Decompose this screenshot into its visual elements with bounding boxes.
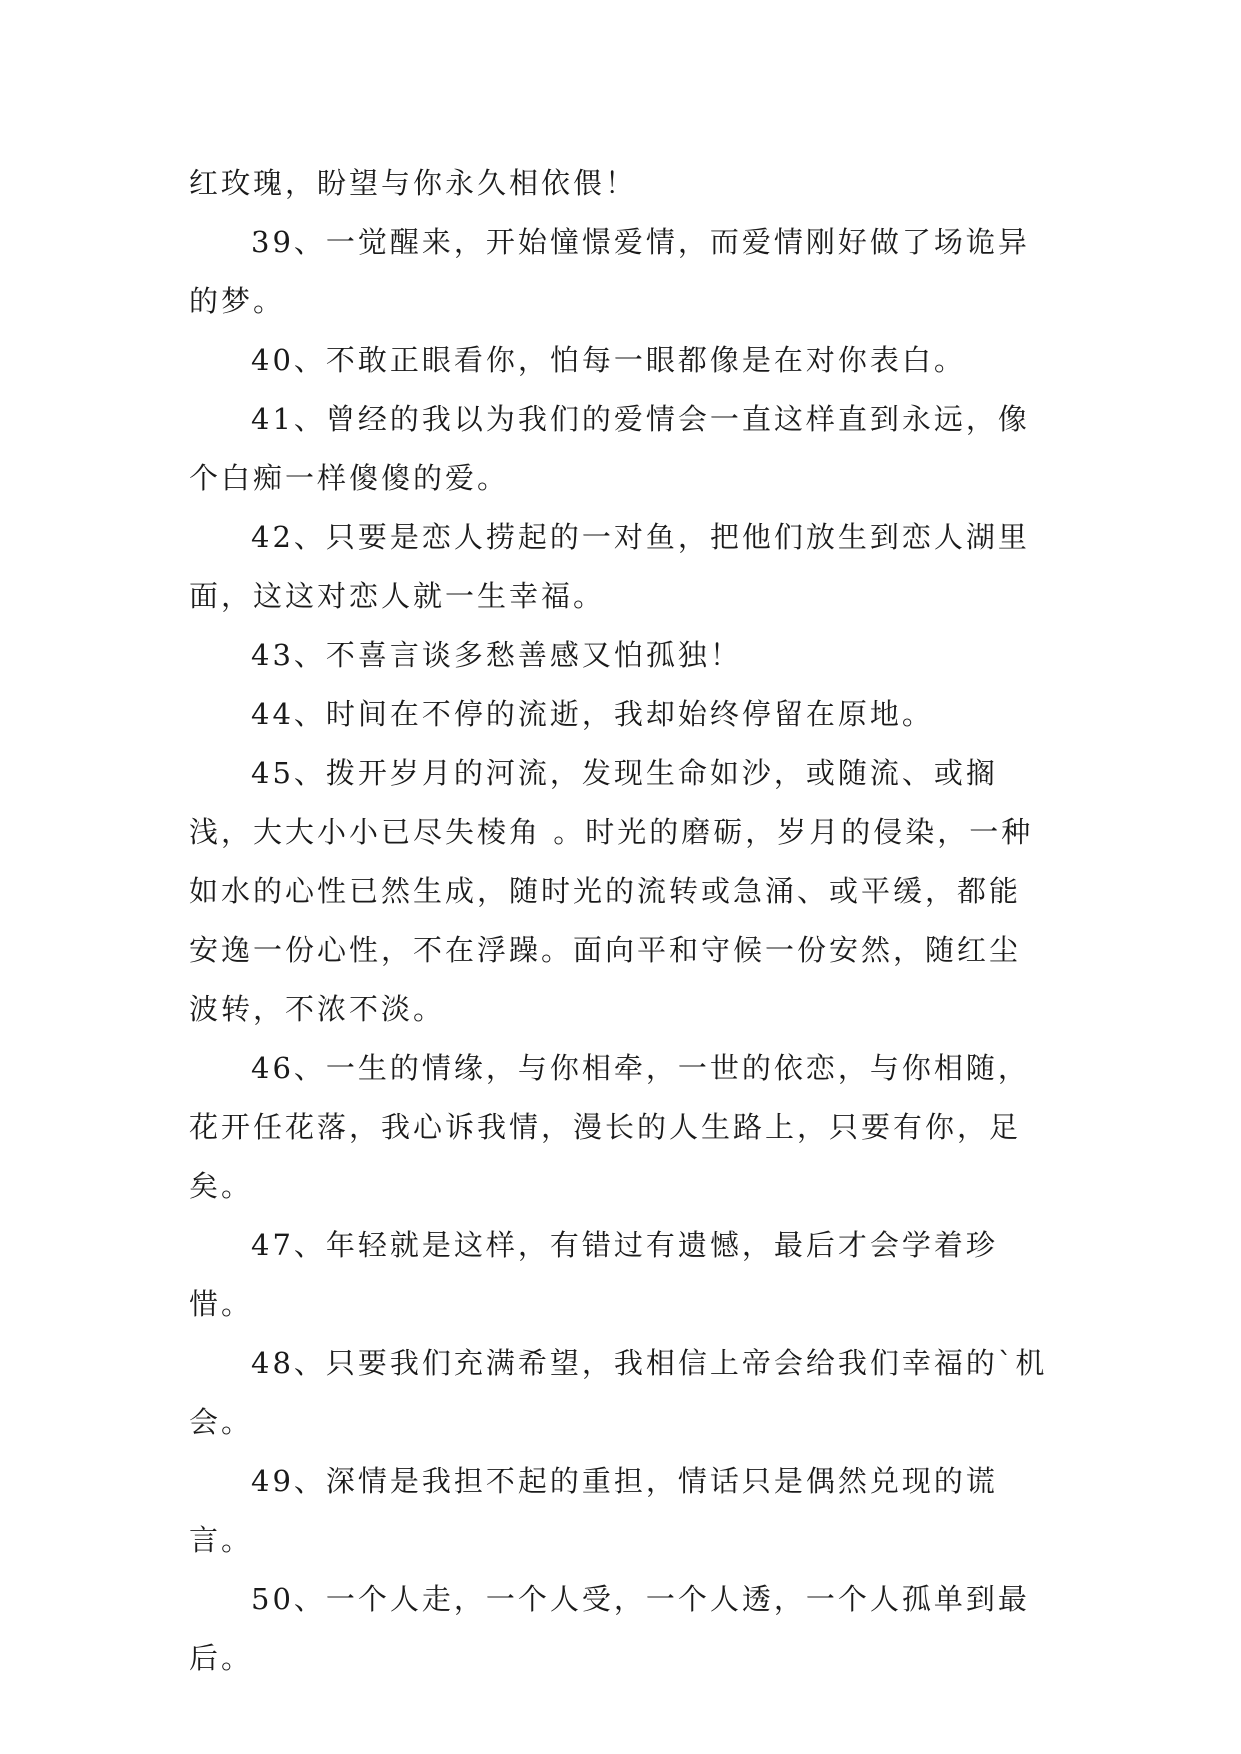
paragraph-48: 48、只要我们充满希望，我相信上帝会给我们幸福的`机会。 xyxy=(189,1346,1048,1439)
paragraph-50: 50、一个人走，一个人受，一个人透，一个人孤单到最后。 xyxy=(189,1582,1030,1675)
paragraph-43: 43、不喜言谈多愁善感又怕孤独！ xyxy=(251,638,742,672)
paragraph-49: 49、深情是我担不起的重担，情话只是偶然兑现的谎言。 xyxy=(189,1464,998,1557)
paragraph-46: 46、一生的情缘，与你相牵，一世的依恋，与你相随，花开任花落，我心诉我情，漫长的人生路上，只要有你，足矣。 xyxy=(189,1051,1030,1203)
paragraph-continuation: 红玫瑰，盼望与你永久相依偎！ xyxy=(189,166,638,200)
paragraph-41: 41、曾经的我以为我们的爱情会一直这样直到永远，像个白痴一样傻傻的爱。 xyxy=(189,402,1030,495)
paragraph-42: 42、只要是恋人捞起的一对鱼，把他们放生到恋人湖里面，这这对恋人就一生幸福。 xyxy=(189,520,1030,613)
paragraph-45: 45、拨开岁月的河流，发现生命如沙，或随流、或搁浅，大大小小已尽失棱角 。时光的磨砺，岁月的侵染，一种如水的心性已然生成，随时光的流转或急涌、或平缓，都能安逸一份心性，不在浮躁。面向平和守候一份安然，随红尘波转，不浓不淡。 xyxy=(189,756,1034,1026)
paragraph-40: 40、不敢正眼看你，怕每一眼都像是在对你表白。 xyxy=(251,343,966,377)
paragraph-39: 39、一觉醒来，开始憧憬爱情，而爱情刚好做了场诡异的梦。 xyxy=(189,225,1030,318)
document-body xyxy=(189,154,1049,1688)
paragraph-47: 47、年轻就是这样，有错过有遗憾，最后才会学着珍惜。 xyxy=(189,1228,998,1321)
paragraph-44: 44、时间在不停的流逝，我却始终停留在原地。 xyxy=(251,697,934,731)
